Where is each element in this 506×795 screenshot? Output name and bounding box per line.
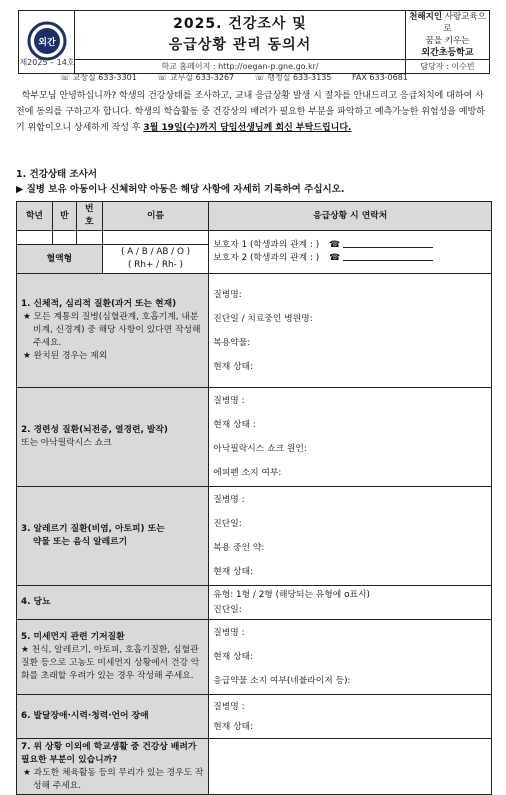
motto-bold: 천해지인	[409, 12, 443, 22]
phone-staffroom: ☏ 교무실 633-3267	[157, 73, 235, 82]
phone-admin: ☏ 행정실 633-3135	[254, 73, 332, 82]
form-title	[75, 11, 406, 60]
phone-principal: ☏ 교장실 633-3301	[60, 73, 137, 82]
condition-2-fields[interactable]: 질병명 : 현재 상태 : 아낙필락시스 쇼크 원인: 에피펜 소지 여부:	[209, 388, 492, 487]
title-line1: 2025. 건강조사 및	[173, 16, 307, 32]
condition-3-fields[interactable]: 질병명 : 진단일: 복용 중인 약: 현재 상태:	[209, 487, 492, 586]
condition-7-label: 7. 위 상황 이외에 학교생활 중 건강상 배려가 필요한 부분이 있습니까? ★ 과도한 체육활동 등의 무리가 있는 경우도 작성해 주세요.	[17, 739, 209, 795]
guardian-2[interactable]: 보호자 2 (학생과의 관계 : ) ☎	[213, 252, 487, 265]
condition-6-fields[interactable]: 질병명 : 현재 상태:	[209, 695, 492, 739]
school-emblem-icon	[25, 21, 69, 61]
section-subtitle: ▶ 질병 보유 아동이나 신체허약 아동은 해당 사항에 자세히 기록하여 주십시오.	[16, 184, 345, 195]
motto-rest: 사랑교육으로	[443, 12, 486, 34]
condition-3-label: 3. 알레르기 질환(비염, 아토피) 또는 약물 또는 음식 알레르기	[17, 487, 209, 586]
condition-2-label: 2. 경련성 질환(뇌전증, 열경련, 발작) 또는 아낙필락시스 쇼크	[17, 388, 209, 487]
intro-text: 학부모님 안녕하십니까? 학생의 건강상태를 조사하고, 교내 응급상황 발생 시 절차를 안내드리고 응급처치에 대하여 사전에 동의를 구하고자 합니다. 학생의 학습활동 중 건강상의 배려가 필요한 부분을 파악하고 예측가능한 위험성을 예방하기 위함이오니 상세하게 작성 후	[16, 91, 485, 133]
school-name: 외간초등학교	[421, 48, 474, 58]
name-input[interactable]	[102, 231, 209, 245]
title-line2: 응급상황 관리 동의서	[168, 37, 312, 53]
grade-input[interactable]	[17, 231, 53, 245]
condition-1-label: 1. 신체적, 심리적 질환(과거 또는 현재) ★ 모든 계통의 질병(심혈관계, 호흡기계, 내분비계, 신경계) 중 해당 사항이 있다면 작성해 주세요. ★ 완치된 경우는 제외	[17, 274, 209, 388]
condition-7-fields[interactable]	[209, 739, 492, 795]
phone-fax: FAX 633-0681	[352, 73, 408, 82]
header-grade: 학년	[17, 202, 53, 231]
condition-5-fields[interactable]: 질병명 : 현재 상태: 응급약물 소지 여부(네뷸라이저 등):	[209, 620, 492, 695]
header-number: 번호	[76, 202, 102, 231]
header-emergency-contact: 응급상황 시 연락처	[209, 202, 492, 231]
guardian-1[interactable]: 보호자 1 (학생과의 관계 : ) ☎	[213, 239, 487, 252]
phone-directory	[60, 72, 480, 83]
blood-type-options[interactable]: ( A / B / AB / O ) ( Rh+ / Rh- )	[102, 245, 209, 274]
condition-4-fields[interactable]: 유형: 1형 / 2형 (해당되는 유형에 o표시) 진단일:	[209, 586, 492, 620]
document-header	[18, 10, 490, 74]
header-name: 이름	[102, 202, 209, 231]
section-title: 1. 건강상태 조사서	[16, 169, 98, 180]
staff-info: 담당자 : 이수빈	[406, 60, 490, 74]
intro-paragraph	[16, 88, 492, 136]
motto-line2: 꿈을 키우는	[425, 36, 470, 46]
homepage-info: 학교 홈페이지 : http://oegan-p.gne.go.kr/	[75, 60, 406, 74]
doc-number: 제2025 – 14호	[19, 58, 75, 67]
blood-type-label: 혈액형	[17, 245, 103, 274]
guardian-contacts	[209, 231, 492, 274]
number-input[interactable]	[76, 231, 102, 245]
header-class: 반	[52, 202, 76, 231]
phone-icon: ☎	[329, 253, 341, 263]
condition-6-label: 6. 발달장애·시력·청력·언어 장애	[17, 695, 209, 739]
class-input[interactable]	[52, 231, 76, 245]
svg-text:외간: 외간	[37, 37, 56, 48]
phone-icon: ☎	[329, 240, 341, 250]
school-motto	[406, 11, 490, 60]
condition-4-label: 4. 당뇨	[17, 586, 209, 620]
deadline-notice: 3월 19일(수)까지 담임선생님께 회신 부탁드립니다.	[143, 123, 352, 133]
health-survey-table	[16, 201, 492, 795]
condition-5-label: 5. 미세먼지 관련 기저질환 ★ 천식, 알레르기, 아토피, 호흡기질환, 심혈관질환 등으로 고농도 미세먼지 상황에서 건강 악화를 초래할 우려가 있는 경우 작성해 주세요.	[17, 620, 209, 695]
condition-1-fields[interactable]: 질병명: 진단일 / 치료중인 병원명: 복용약물: 현재 상태:	[209, 274, 492, 388]
